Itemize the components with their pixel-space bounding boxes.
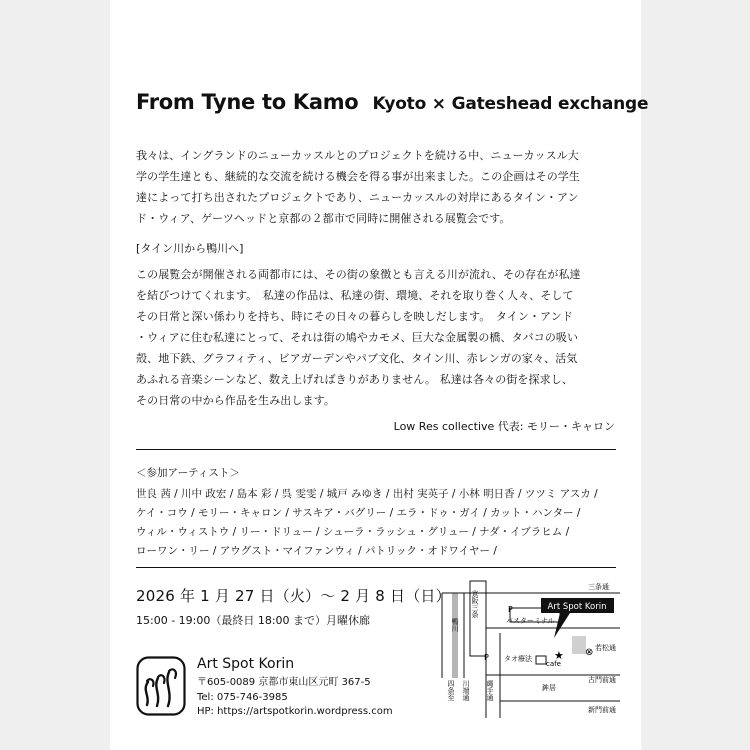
artists-line: ウィル・ウィストウ / リー・ドリュー / シューラ・ラッシュ・グリュー / ナダ・イブラヒム / [136, 526, 570, 538]
label-shinmonzen: 新門前通 [588, 706, 616, 714]
label-nawate: 縄手通 [486, 680, 494, 701]
access-map [424, 578, 620, 718]
artists-line: ローワン・リー / アウグスト・マイファンウィ / パトリック・オドワイヤー / [136, 545, 497, 557]
venue-name: Art Spot Korin [197, 656, 295, 672]
intro-line: ド・ウィア、ゲーツヘッドと京都の２都市で同時に開催される展覧会です。 [136, 212, 511, 225]
intro-paragraph [136, 145, 618, 229]
signature: Low Res collective 代表: モリー・キャロン [393, 420, 615, 433]
venue-tel: Tel: 075-746-3985 [197, 691, 288, 703]
label-sanjo: 三条通 [588, 583, 609, 591]
intro-line: 学の学生達とも、継続的な交流を続ける機会を得る事が出来ました。この企画はその学生 [136, 170, 580, 183]
label-taoryoho: タオ療法 [504, 655, 532, 663]
venue-details [197, 676, 393, 720]
no-entry-icon: ⊗ [585, 647, 594, 658]
label-wakamatsu: 若松通 [595, 644, 616, 652]
title-sub: Kyoto × Gateshead exchange [372, 94, 649, 114]
venue-callout-label: Art Spot Korin [547, 602, 607, 612]
kamogawa-river [452, 593, 458, 678]
poster-title [136, 90, 649, 114]
artists-heading: ＜参加アーティスト＞ [136, 467, 240, 479]
body-line: 殻、地下鉄、グラフィティ、ビアガーデンやパブ文化、タイン川、赤レンガの家々、活気 [136, 352, 578, 365]
intro-line: 達によって打ち出されたプロジェクトであり、ニューカッスルの対岸にあるタイン・アン [136, 191, 579, 204]
body-line: その日常と深い係わりを持ち、時にその日々の暮らしを映しだします。 タイン・アンド [136, 310, 573, 323]
parking-icon: P [508, 605, 513, 614]
divider [136, 567, 616, 568]
label-keihan-sanjo: 京阪三条 [471, 590, 479, 618]
label-kamogawa: 鴨川 [451, 618, 459, 632]
intro-line: 我々は、イングランドのニューカッスルとのプロジェクトを続ける中、ニューカッスル大 [136, 149, 579, 162]
title-main: From Tyne to Kamo [136, 90, 359, 114]
shrine-icon [536, 656, 546, 664]
body-line: ・ウィアに住む私達にとって、それは街の鳩やカモメ、巨大な金属製の橋、タバコの吸い [136, 331, 579, 344]
label-bus-terminal: バスターミナル [506, 617, 555, 625]
label-kawabata: 川端通 [462, 680, 470, 701]
venue-logo-icon [136, 656, 186, 716]
label-shijo: 四条至 [447, 680, 455, 701]
body-paragraph [136, 264, 618, 411]
artists-line: ケイ・コウ / モリー・キャロン / サスキア・バグリー / エラ・ドゥ・ガイ / カット・ハンター / [136, 507, 581, 519]
label-cafe: cafe [546, 660, 561, 668]
body-line: を結びつけてくれます。 私達の作品は、私達の街、環境、それを取り巻く人々、そして [136, 289, 574, 302]
exhibition-hours: 15:00 - 19:00（最終日 18:00 まで）月曜休廊 [136, 614, 371, 627]
body-line: その日常の中から作品を生み出します。 [136, 394, 335, 407]
shaded-block [572, 636, 586, 654]
venue-website[interactable]: HP: https://artspotkorin.wordpress.com [197, 706, 393, 717]
exhibition-date: 2026 年 1 月 27 日（火）～ 2 月 8 日（日） [136, 587, 451, 605]
venue-address: 〒605-0089 京都市東山区元町 367-5 [197, 677, 371, 688]
label-shrine: 鉾居 [542, 684, 556, 692]
divider [136, 449, 616, 450]
section-heading: [タイン川から鴨川へ] [136, 242, 244, 255]
parking-icon: P [484, 653, 489, 662]
body-line: この展覧会が開催される両都市には、その街の象徴とも言える川が流れ、その存在が私達 [136, 268, 581, 281]
body-line: あふれる音楽シーンなど、数え上げればきりがありません。 私達は各々の街を探求し、 [136, 373, 573, 386]
artists-line: 世良 茜 / 川中 政宏 / 島本 彩 / 呉 雯雯 / 城戸 みゆき / 出村 実英子 / 小林 明日香 / ツツミ アスカ / [136, 488, 598, 500]
star-icon: ★ [554, 649, 564, 662]
artists-list [136, 485, 616, 561]
label-furumonzen: 古門前通 [588, 676, 616, 684]
